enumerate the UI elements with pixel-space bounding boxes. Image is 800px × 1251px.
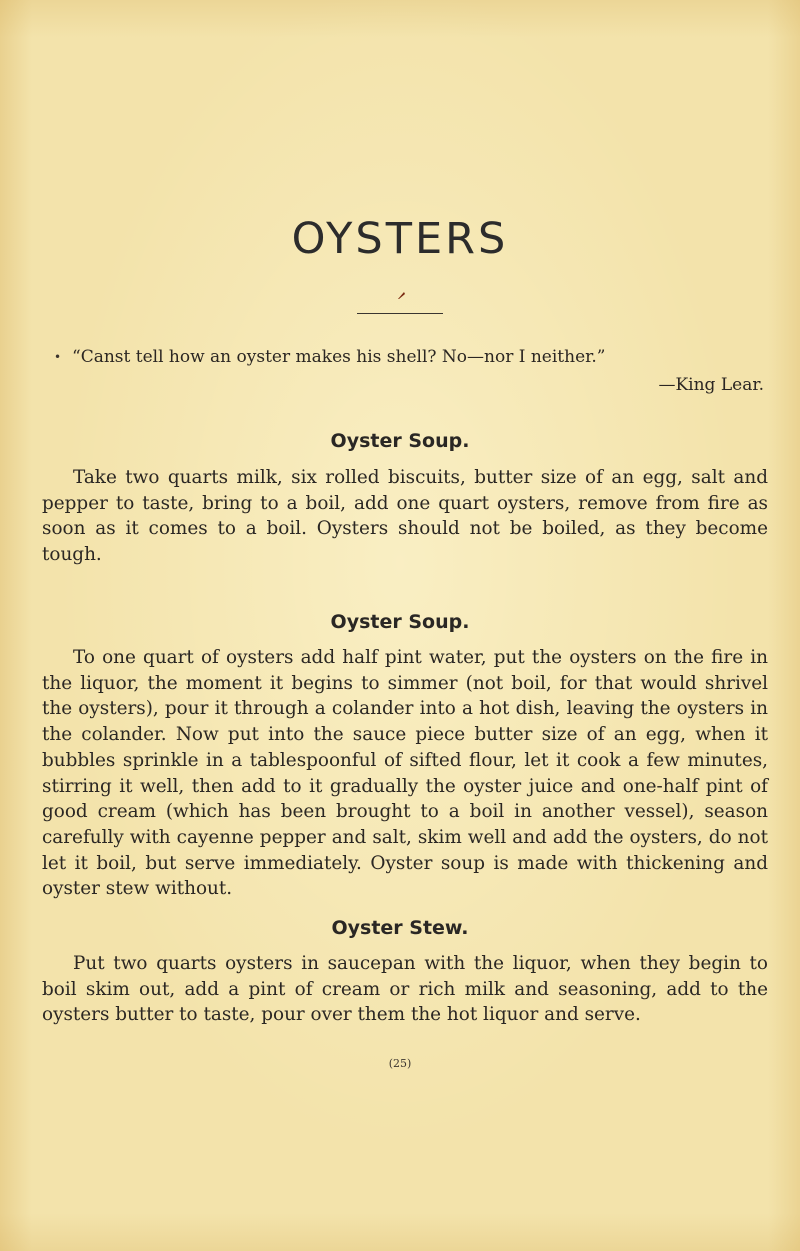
recipe-body-oyster-soup-1: Take two quarts milk, six rolled biscuits, butter size of an egg, salt and pepper to taste, bring to a boil, add one quart oysters, remove from fire as soon as it comes to a boil. Oysters should not be boiled, as they become tough. (42, 467, 768, 566)
page-title: OYSTERS (291, 214, 509, 264)
ornament-icon (396, 290, 406, 300)
title-divider (357, 313, 443, 314)
section-heading-oyster-stew: Oyster Stew. (331, 917, 469, 939)
section-heading-oyster-soup-2: Oyster Soup. (330, 611, 470, 633)
section-heading-oyster-soup-1: Oyster Soup. (330, 430, 470, 452)
epigraph-text: “Canst tell how an oyster makes his shell? No—nor I neither.” (72, 347, 606, 367)
quote-bullet-icon: • (54, 350, 62, 364)
page-number: (25) (388, 1057, 412, 1070)
recipe-body-oyster-soup-2: To one quart of oysters add half pint water, put the oysters on the fire in the liquor, the moment it begins to simmer (not boil, for that would shrivel the oysters), pour it through a colander into a hot dish, leaving the oysters in the colander. Now put into the sauce piece butter size of an egg, when it bubbles sprinkle in a tablespoonful of sifted flour, let it cook a few minutes, stirring it well, then add to it gradually the oyster juice and one-half pint of good cream (which has been brought to a boil in another vessel), season carefully with cayenne pepper and salt, skim well and add the oysters, do not let it boil, but serve immediately. Oyster soup is made with thickening and oyster stew without. (42, 647, 768, 900)
epigraph-attribution: —King Lear. (658, 375, 764, 395)
recipe-body-oyster-stew: Put two quarts oysters in saucepan with the liquor, when they begin to boil skim out, add a pint of cream or rich milk and seasoning, add to the oysters butter to taste, pour over them the hot liquor and serve. (42, 953, 768, 1026)
epigraph-quote (54, 345, 732, 370)
